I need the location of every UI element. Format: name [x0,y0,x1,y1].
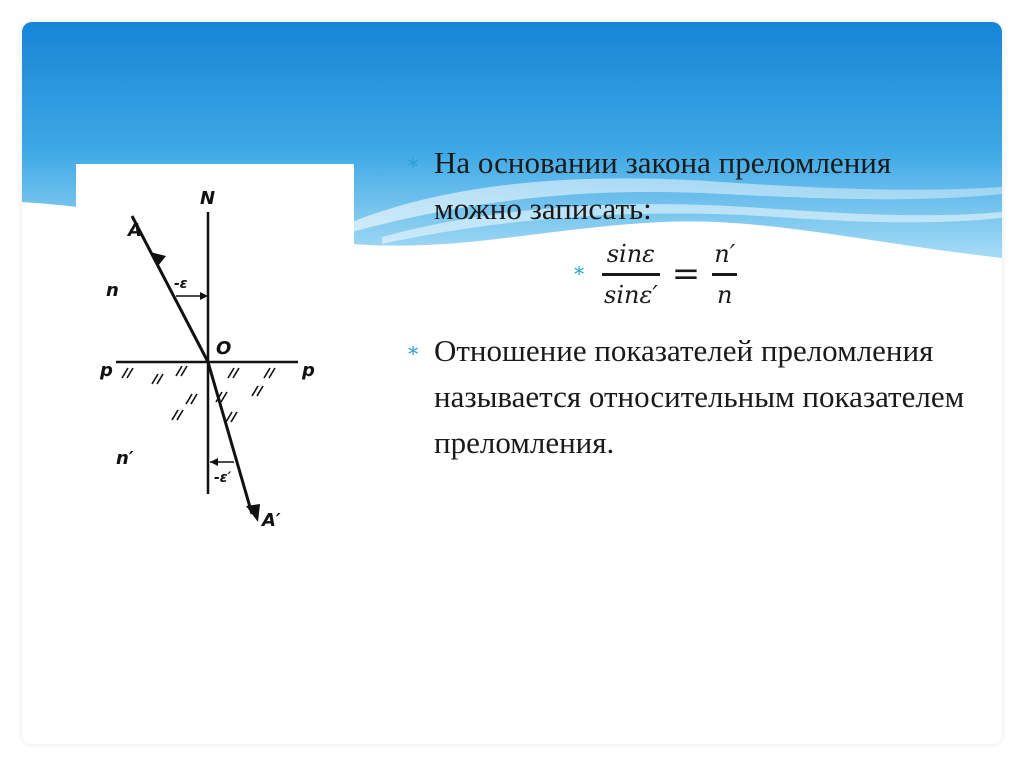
fraction-bar [602,273,660,276]
angle-eps-prime-arrow-icon [210,458,218,466]
label-p-left: p [100,360,113,381]
asterisk-bullet-icon: ∗ [572,260,586,282]
denominator-n: n [717,280,733,309]
refracted-arrow-icon [246,504,260,522]
bullet-text: Отношение показателей преломления называется относительным показателем преломления. [434,333,965,460]
bullet-text: На основании закона преломления можно записать: [434,145,892,226]
refracted-ray [208,362,252,514]
fraction-bar [712,273,737,276]
refraction-diagram [76,164,354,544]
bullet-relative-index [402,328,972,466]
label-A-prime: A′ [262,510,281,531]
medium-hatching [122,366,275,422]
label-A: A [128,220,142,241]
formula-row [572,234,972,314]
refraction-formula [598,234,741,314]
label-eps-prime: -ε′ [214,470,232,486]
label-n: n [106,280,119,301]
asterisk-bullet-icon: ∗ [406,340,420,362]
fraction-indices [712,239,737,310]
incident-arrow-icon [150,252,166,266]
equals-sign: = [671,254,701,294]
denominator-sin-eps-prime: sinε′ [604,280,658,309]
slide-content [402,140,972,466]
numerator-sin-eps: sinε [606,239,656,268]
label-p-right: p [302,360,315,381]
label-eps: -ε [174,276,188,292]
label-N: N [200,188,216,209]
asterisk-bullet-icon: ∗ [406,152,420,174]
refraction-diagram-svg [76,164,354,544]
slide [22,22,1002,744]
label-n-prime: n′ [116,448,134,469]
numerator-n-prime: n′ [714,239,736,268]
bullet-refraction-law [402,140,972,232]
incident-ray [132,216,208,362]
fraction-sines [602,239,660,310]
label-O: O [216,338,232,359]
